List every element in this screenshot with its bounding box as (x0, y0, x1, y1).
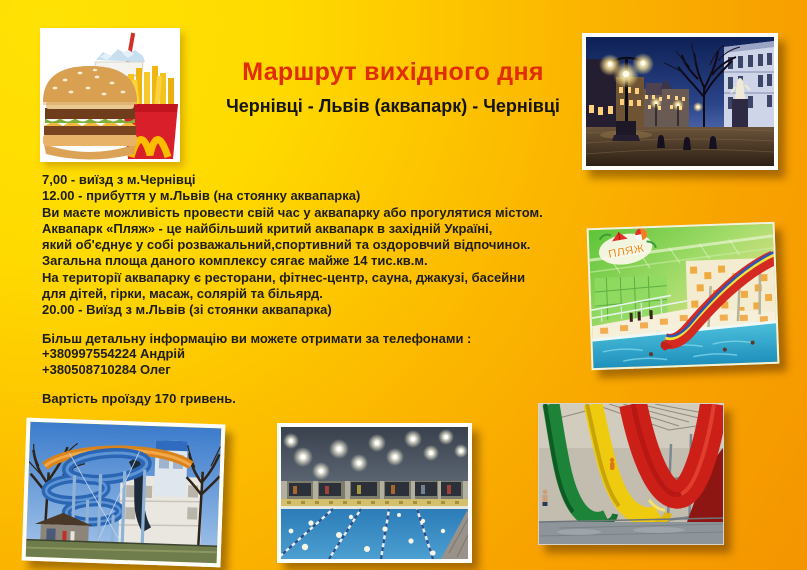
lviv-night-illustration (586, 37, 774, 166)
plyazh-aquapark-photo (587, 222, 780, 370)
header (158, 58, 628, 117)
itinerary-line: Аквапарк «Пляж» - це найбільший критий аквапарк в західній Україні, (42, 220, 493, 236)
itinerary-line: На території аквапарку є ресторани, фітнес-центр, сауна, джакузі, басейни (42, 269, 526, 285)
page-title: Маршрут вихідного дня (242, 58, 544, 86)
contact-block (42, 331, 471, 377)
indoor-pool-photo (277, 423, 472, 563)
route-subtitle: Чернівці - Львів (аквапарк) - Чернівці (226, 96, 560, 116)
contact-phone: +380997554224 Андрій (42, 346, 185, 362)
itinerary-line: який об'єднує у собі розважальний,спортивний та оздоровчий відпочинок. (42, 237, 531, 253)
price-text: Вартість проїзду 170 гривень. (42, 391, 236, 406)
itinerary-line: Загальна площа даного комплексу сягає майже 14 тис.кв.м. (42, 253, 428, 269)
colorful-slides-illustration (539, 404, 723, 544)
plyazh-logo-text: ПЛЯЖ (606, 241, 646, 262)
colorful-slides-photo (538, 403, 724, 545)
indoor-pool-illustration (281, 427, 468, 559)
lviv-night-square-photo (582, 33, 778, 170)
itinerary-line: Ви маєте можливість провести свій час у аквапарку або прогулятися містом. (42, 204, 543, 220)
itinerary-text (42, 172, 543, 319)
plyazh-aquapark-illustration (589, 224, 778, 368)
outdoor-waterslides-photo (22, 418, 226, 568)
itinerary-line: 12.00 - прибуття у м.Львів (на стоянку аквапарка) (42, 188, 361, 204)
outdoor-waterslides-illustration (26, 422, 222, 564)
contact-phone: +380508710284 Олег (42, 361, 171, 377)
mcdonalds-meal-photo (40, 28, 180, 162)
itinerary-line: 7,00 - виїзд з м.Чернівці (42, 172, 196, 187)
itinerary-line: для дітей, гірки, масаж, солярій та більярд. (42, 286, 323, 302)
itinerary-line: 20.00 - Виїзд з м.Львів (зі стоянки аквапарка) (42, 302, 332, 318)
contact-intro: Більш детальну інформацію ви можете отримати за телефонами : (42, 331, 472, 346)
mcdonalds-meal-illustration (40, 28, 180, 162)
